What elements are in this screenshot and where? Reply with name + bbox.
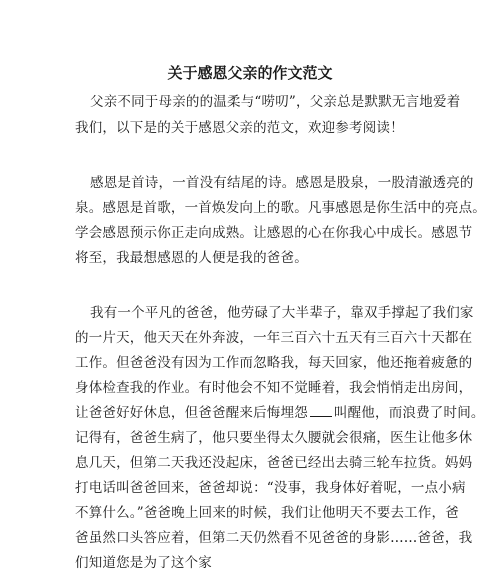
text-line: 不算什么。”爸爸晚上回来的时候，我们让他明天不要去工作，爸: [75, 505, 459, 521]
text-line: 打电话叫爸爸回来，爸爸却说：“没事，我身体好着呢，一点小病: [75, 480, 466, 496]
text-line: 爸虽然口头答应着，但第二天仍然看不见爸爸的身影……爸爸，我: [75, 530, 473, 546]
text-line: 记得有，爸爸生病了，他只要坐得太久腰就会很痛，医生让他多休: [75, 430, 473, 446]
text-line: 的一片天，他天天在外奔波，一年三百六十五天有三百六十天都在: [75, 330, 473, 346]
text-line: 们知道您是为了这个家: [75, 555, 212, 571]
document-title: 关于感恩父亲的作文范文: [167, 64, 333, 82]
text-fragment: 叫醒他，而浪费了时间。: [333, 405, 485, 421]
text-line: 父亲不同于母亲的的温柔与“唠叨”，父亲总是默默无言地爱着: [90, 94, 461, 110]
text-line: 学会感恩预示你正走向成熟。让感恩的心在你我心中成长。感恩节: [75, 225, 473, 241]
text-line: 将至，我最想感恩的人便是我的爸爸。: [75, 250, 308, 266]
underline-blank: [310, 404, 332, 417]
text-line: 我有一个平凡的爸爸，他劳碌了大半辈子，靠双手撑起了我们家: [90, 305, 474, 321]
text-line: 身体检查我的作业。有时他会不知不觉睡着，我会悄悄走出房间，: [75, 380, 473, 396]
text-line: 泉。感恩是首歌，一首焕发向上的歌。凡事感恩是你生活中的亮点。: [75, 200, 486, 216]
text-line: 工作。但爸爸没有因为工作而忽略我，每天回家，他还拖着疲惫的: [75, 355, 473, 371]
text-line: [75, 403, 485, 423]
text-line: 我们，以下是的关于感恩父亲的范文，欢迎参考阅读！: [75, 120, 404, 136]
text-line: 感恩是首诗，一首没有结尾的诗。感恩是股泉，一股清澈透亮的: [90, 175, 474, 191]
text-fragment: 让爸爸好好休息，但爸爸醒来后悔埋怨: [75, 405, 308, 421]
text-line: 息几天，但第二天我还没起床，爸爸已经出去骑三轮车拉货。妈妈: [75, 455, 473, 471]
